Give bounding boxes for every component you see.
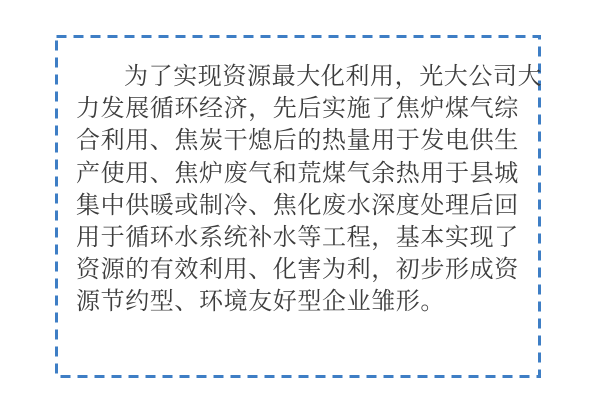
paragraph bbox=[76, 61, 543, 319]
paragraph-line: 产使用、焦炉废气和荒煤气余热用于县城 bbox=[76, 159, 519, 187]
paragraph-line: 用于循环水系统补水等工程，基本实现了 bbox=[76, 223, 519, 251]
callout-box bbox=[55, 35, 541, 378]
paragraph-line: 资源的有效利用、化害为利，初步形成资 bbox=[76, 256, 519, 284]
paragraph-line: 为了实现资源最大化利用，光大公司大 bbox=[124, 63, 543, 90]
paragraph-line: 合利用、焦炭干熄后的热量用于发电供生 bbox=[76, 127, 519, 155]
paragraph-line: 力发展循环经济，先后实施了焦炉煤气综 bbox=[76, 95, 519, 123]
paragraph-line: 源节约型、环境友好型企业雏形。 bbox=[76, 288, 445, 316]
paragraph-line: 集中供暖或制冷、焦化废水深度处理后回 bbox=[76, 191, 519, 219]
